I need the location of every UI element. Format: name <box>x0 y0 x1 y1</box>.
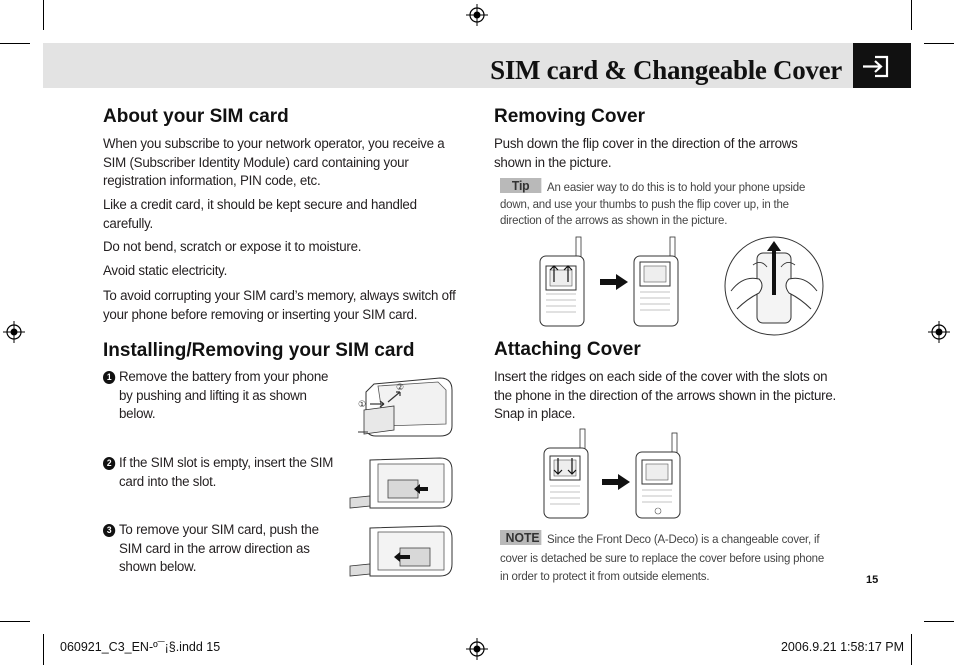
page-title: SIM card & Changeable Cover <box>490 55 842 85</box>
phone-attach-before-illustration <box>540 428 644 520</box>
registration-mark-icon <box>466 638 488 660</box>
about-paragraph: When you subscribe to your network operator, you receive a SIM (Subscriber Identity Module) card containing your registration information, PIN code, etc. <box>103 136 445 189</box>
registration-mark-icon <box>466 4 488 26</box>
step-number: 2 <box>103 457 115 470</box>
slug-date: 2006.9.21 1:58:17 PM <box>780 640 904 654</box>
section-tab <box>853 43 911 88</box>
page-number: 15 <box>866 574 879 586</box>
about-paragraph: Like a credit card, it should be kept secure and handled carefully. <box>103 197 417 232</box>
tip-box <box>500 178 829 229</box>
sim-insert-illustration <box>344 456 456 510</box>
sim-remove-illustration <box>344 524 456 578</box>
crop-mark <box>43 634 44 665</box>
registration-mark-icon <box>3 321 25 343</box>
step-3 <box>103 521 333 577</box>
step-number: 3 <box>103 524 115 537</box>
crop-mark <box>924 43 954 44</box>
slug-filename: 060921_C3_EN-º¯¡§.indd 15 <box>60 640 221 654</box>
step-2 <box>103 454 333 491</box>
tip-badge: Tip <box>500 178 541 193</box>
step-text: To remove your SIM card, push the SIM card in the arrow direction as shown below. <box>118 522 319 575</box>
step-number: 1 <box>103 371 115 384</box>
about-paragraph: To avoid corrupting your SIM card’s memory, always switch off your phone before removing or inserting your SIM card. <box>103 288 456 323</box>
crop-mark <box>0 621 30 622</box>
note-badge: NOTE <box>500 530 541 545</box>
phone-cover-before-illustration <box>536 236 640 328</box>
crop-mark <box>0 43 30 44</box>
crop-mark <box>43 0 44 30</box>
step-1 <box>103 368 333 424</box>
step-text: Remove the battery from your phone by pushing and lifting it as shown below. <box>118 369 329 422</box>
registration-mark-icon <box>928 321 950 343</box>
crop-mark <box>911 0 912 30</box>
removing-cover-text: Push down the flip cover in the direction of the arrows shown in the picture. <box>494 136 798 171</box>
enter-arrow-icon <box>853 43 911 88</box>
hands-removing-cover-illustration <box>723 235 825 337</box>
phone-attach-after-illustration <box>632 432 692 524</box>
about-paragraph: Do not bend, scratch or expose it to moisture. <box>103 239 362 255</box>
crop-mark <box>924 621 954 622</box>
about-paragraph: Avoid static electricity. <box>103 263 228 279</box>
callout-1: ① <box>358 400 367 410</box>
phone-cover-after-illustration <box>630 236 690 328</box>
crop-mark <box>911 634 912 665</box>
callout-2: ② <box>396 383 405 393</box>
about-sim-heading: About your SIM card <box>103 106 289 127</box>
installing-sim-heading: Installing/Removing your SIM card <box>103 340 415 361</box>
removing-cover-heading: Removing Cover <box>494 106 645 127</box>
tip-text: An easier way to do this is to hold your phone upside down, and use your thumbs to push the flip cover up, in the direction of the arrows as shown in the picture. <box>500 180 806 227</box>
attaching-cover-text: Insert the ridges on each side of the cover with the slots on the phone in the direction of the arrows shown in the picture. Snap in place. <box>494 369 837 422</box>
note-box <box>500 530 831 586</box>
attaching-cover-heading: Attaching Cover <box>494 339 641 360</box>
step-text: If the SIM slot is empty, insert the SIM card into the slot. <box>118 455 334 490</box>
note-text: Since the Front Deco (A-Deco) is a changeable cover, if cover is detached be sure to replace the cover before using phone in order to protect it from outside elements. <box>500 532 825 583</box>
battery-removal-illustration <box>344 370 456 440</box>
